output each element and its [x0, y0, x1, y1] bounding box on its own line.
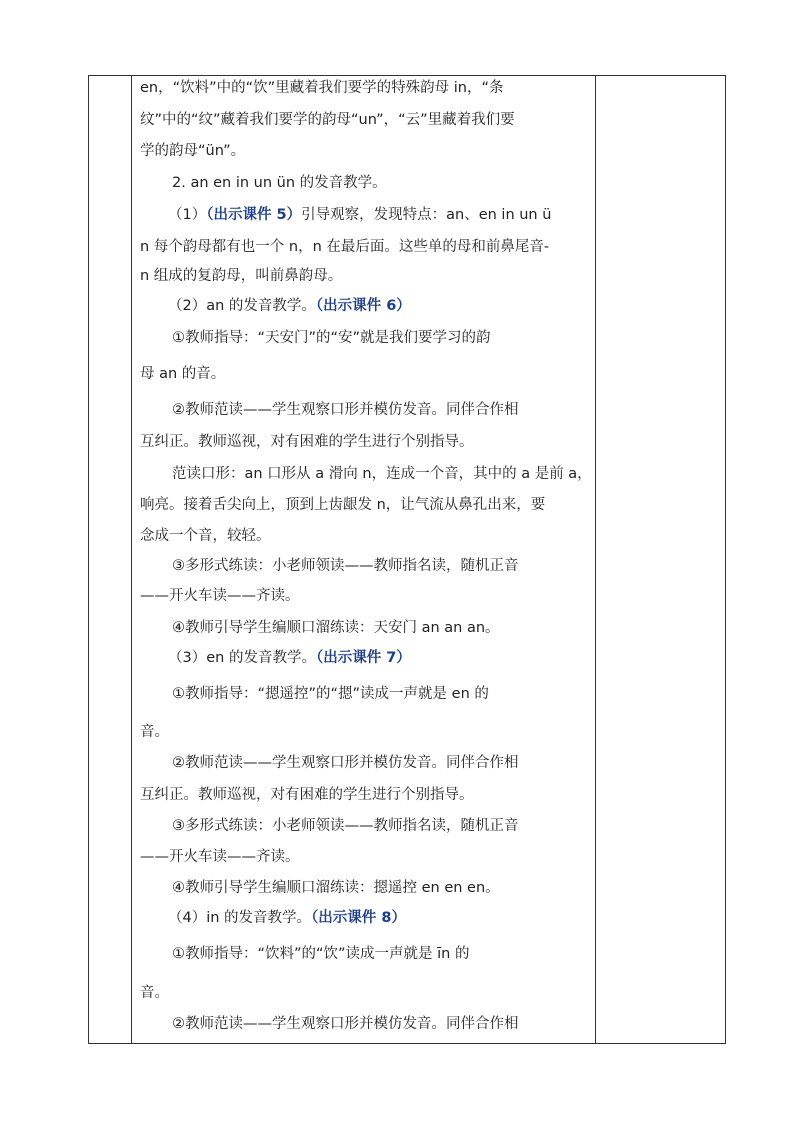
courseware-ref: （出示课件 6）	[315, 298, 411, 314]
text-line: ③多形式练读：小老师领读——教师指名读，随机正音	[172, 558, 519, 574]
text-line: 念成一个音，较轻。	[140, 528, 271, 544]
text-line: ——开火车读——齐读。	[140, 588, 300, 604]
text-line: ④教师引导学生编顺口溜练读：天安门 an an an。	[172, 620, 500, 636]
courseware-ref: （出示课件 7）	[315, 650, 411, 666]
text-line: n 组成的复韵母，叫前鼻韵母。	[140, 268, 343, 284]
table-column-divider-2	[595, 76, 596, 1043]
text-line: 2. an en in un ün 的发音教学。	[172, 175, 387, 191]
text-segment: （2）an 的发音教学。	[168, 298, 316, 314]
text-line: ①教师指导：“摁遥控”的“摁”读成一声就是 en 的	[172, 686, 489, 702]
text-line: 学的韵母“ün”。	[140, 143, 246, 159]
text-line: 响亮。接着舌尖向上，顶到上齿龈发 n，让气流从鼻孔出来，要	[140, 497, 546, 513]
text-line: 互纠正。教师巡视，对有困难的学生进行个别指导。	[140, 434, 474, 450]
table-border-right	[725, 76, 726, 1043]
table-border-left	[88, 76, 89, 1043]
text-segment: 引导观察，发现特点：an、en in un ü	[301, 207, 552, 223]
text-line: en，“饮料”中的“饮”里藏着我们要学的特殊韵母 in，“条	[140, 80, 504, 96]
text-line	[168, 205, 551, 225]
text-line: ②教师范读——学生观察口形并模仿发音。同伴合作相	[172, 1016, 519, 1032]
text-line: 范读口形：an 口形从 a 滑向 n，连成一个音，其中的 a 是前 a，	[172, 466, 592, 482]
text-segment: （3）en 的发音教学。	[168, 650, 316, 666]
text-line: ①教师指导：“饮料”的“饮”读成一声就是 īn 的	[172, 946, 470, 962]
table-column-divider-1	[131, 76, 132, 1043]
text-line: ④教师引导学生编顺口溜练读：摁遥控 en en en。	[172, 880, 500, 896]
courseware-ref: （出示课件 8）	[311, 910, 406, 926]
text-line	[168, 648, 411, 668]
courseware-ref: （出示课件 5）	[206, 207, 302, 223]
text-line	[168, 296, 411, 316]
text-line: 音。	[140, 985, 169, 1001]
text-segment: （4）in 的发音教学。	[168, 910, 312, 926]
text-line: n 每个韵母都有也一个 n，n 在最后面。这些单的母和前鼻尾音-	[140, 239, 550, 255]
text-line: ——开火车读——齐读。	[140, 849, 300, 865]
text-line: 互纠正。教师巡视，对有困难的学生进行个别指导。	[140, 787, 474, 803]
text-line: ②教师范读——学生观察口形并模仿发音。同伴合作相	[172, 755, 519, 771]
text-line: 纹”中的“纹”藏着我们要学的韵母“un”，“云”里藏着我们要	[140, 112, 515, 128]
text-line: ③多形式练读：小老师领读——教师指名读，随机正音	[172, 818, 519, 834]
text-line	[168, 908, 406, 928]
text-line: 音。	[140, 724, 169, 740]
text-line: ②教师范读——学生观察口形并模仿发音。同伴合作相	[172, 402, 519, 418]
item-number: （1）	[168, 207, 207, 223]
text-line: ①教师指导：“天安门”的“安”就是我们要学习的韵	[172, 330, 491, 346]
text-line: 母 an 的音。	[140, 366, 226, 382]
